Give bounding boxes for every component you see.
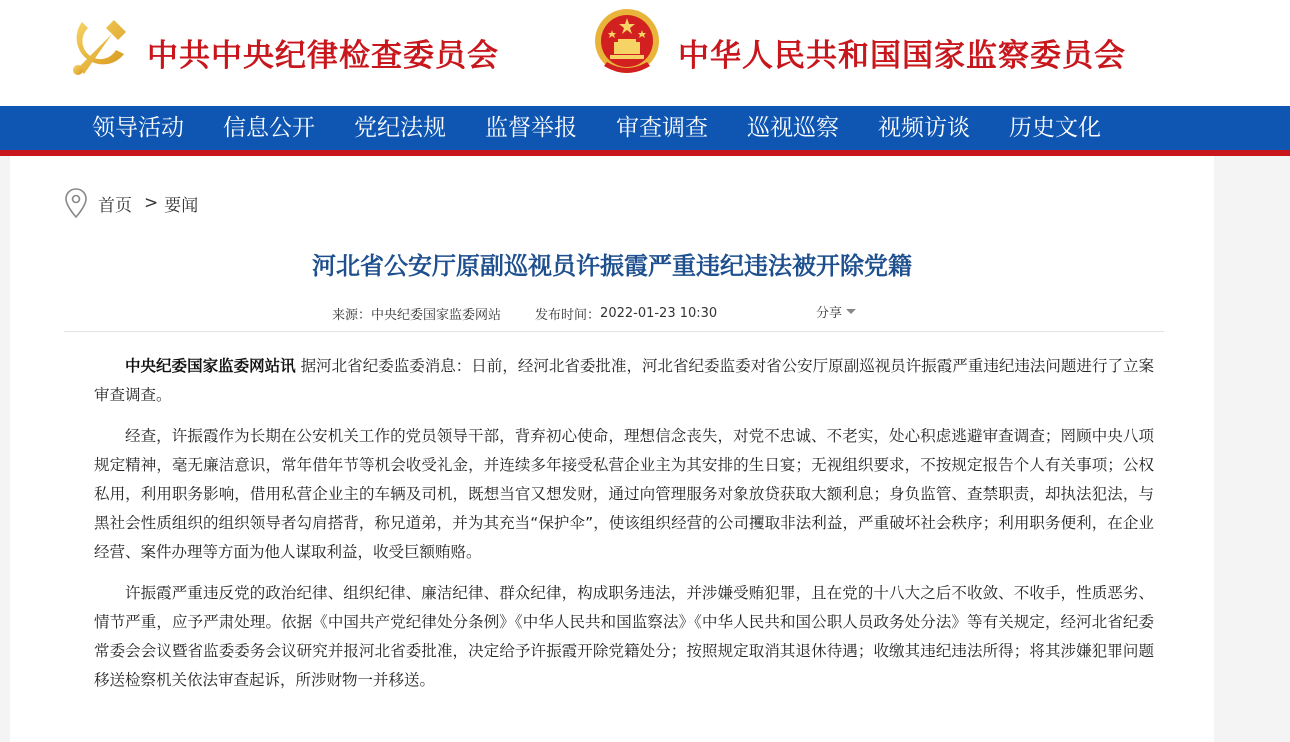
- nav-item-history[interactable]: 历史文化: [1009, 115, 1101, 141]
- article-body: [94, 352, 1154, 707]
- nsc-commission-title[interactable]: 中华人民共和国国家监察委员会: [678, 38, 1126, 74]
- paragraph-1-text: 据河北省纪委监委消息：日前，经河北省委批准，河北省纪委监委对省公安厅原副巡视员许振霞严重违纪违法问题进行了立案审查调查。: [94, 357, 1154, 404]
- breadcrumb-separator: >: [144, 193, 159, 213]
- article-container: [10, 156, 1214, 742]
- breadcrumb-current-link[interactable]: 要闻: [164, 195, 199, 216]
- paragraph-1: [94, 352, 1154, 410]
- nav-item-disclosure[interactable]: 信息公开: [223, 115, 315, 141]
- meta-divider: [64, 331, 1164, 332]
- nav-item-video[interactable]: 视频访谈: [878, 115, 970, 141]
- nav-item-leadership[interactable]: 领导活动: [92, 115, 184, 141]
- paragraph-3: 许振霞严重违反党的政治纪律、组织纪律、廉洁纪律、群众纪律，构成职务违法，并涉嫌受贿犯罪，且在党的十八大之后不收敛、不收手，性质恶劣、情节严重，应予严肃处理。依据《中国共产党纪律处分条例》《中华人民共和国监察法》《中华人民共和国公职人员政务处分法》等有关规定，经河北省纪委常委会会议暨省监委委务会议研究并报河北省委批准，决定给予许振霞开除党籍处分；按照规定取消其退休待遇；收缴其违纪违法所得；将其涉嫌犯罪问题移送检察机关依法审查起诉，所涉财物一并移送。: [94, 584, 1154, 689]
- cpc-commission-title[interactable]: 中共中央纪律检查委员会: [147, 38, 499, 74]
- main-nav: [0, 106, 1290, 150]
- publish-time-label: 发布时间：: [535, 308, 601, 323]
- nav-item-reporting[interactable]: 监督举报: [485, 115, 577, 141]
- breadcrumb-home-link[interactable]: 首页: [98, 195, 132, 216]
- breadcrumb: [64, 188, 198, 218]
- caret-down-icon: [846, 309, 856, 314]
- lead-source: 中央纪委国家监委网站讯: [125, 357, 296, 375]
- hammer-sickle-icon[interactable]: [64, 8, 136, 80]
- national-emblem-icon[interactable]: [592, 6, 662, 80]
- share-label: 分享: [816, 306, 843, 321]
- location-pin-icon: [64, 188, 88, 218]
- source-value: 中央纪委国家监委网站: [371, 308, 502, 323]
- source-label: 来源：: [332, 308, 372, 323]
- nav-item-investigation[interactable]: 审查调查: [616, 115, 708, 141]
- article-meta: [332, 304, 717, 323]
- site-header: [0, 0, 1290, 106]
- share-button[interactable]: [816, 302, 856, 321]
- publish-time-value: 2022-01-23 10:30: [600, 306, 718, 321]
- paragraph-2: 经查，许振霞作为长期在公安机关工作的党员领导干部，背弃初心使命，理想信念丧失，对党不忠诚、不老实，处心积虑逃避审查调查；罔顾中央八项规定精神，毫无廉洁意识，常年借年节等机会收受礼金，并连续多年接受私营企业主为其安排的生日宴；无视组织要求，不按规定报告个人有关事项；公权私用，利用职务影响，借用私营企业主的车辆及司机，既想当官又想发财，通过向管理服务对象放贷获取大额利息；身负监管、查禁职责，却执法犯法，与黑社会性质组织的组织领导者勾肩搭背，称兄道弟，并为其充当“保护伞”，使该组织经营的公司攫取非法利益，严重破坏社会秩序；利用职务便利，在企业经营、案件办理等方面为他人谋取利益，收受巨额贿赂。: [94, 427, 1154, 561]
- nav-item-regulations[interactable]: 党纪法规: [354, 115, 446, 141]
- article-title: 河北省公安厅原副巡视员许振霞严重违纪违法被开除党籍: [312, 252, 912, 280]
- nav-item-inspection[interactable]: 巡视巡察: [747, 115, 839, 141]
